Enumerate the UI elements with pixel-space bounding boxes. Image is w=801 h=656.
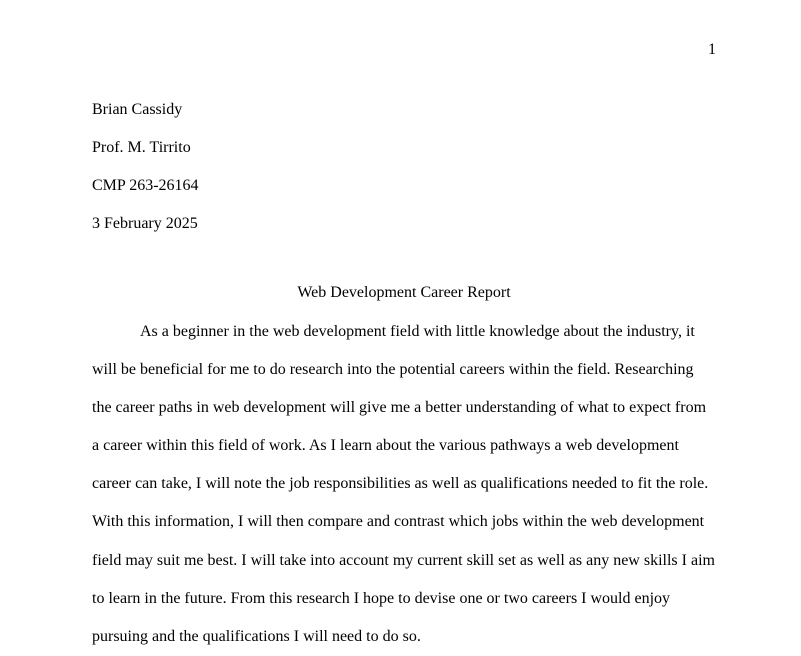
document-date: 3 February 2025	[92, 215, 198, 232]
mla-header	[92, 91, 712, 243]
course-code: CMP 263-26164	[92, 177, 199, 194]
paragraph-line: pursuing and the qualifications I will need to do so.	[92, 627, 421, 645]
paragraph-line: field may suit me best. I will take into account my current skill set as well as any new skills I aim	[92, 551, 715, 569]
paragraph-line: the career paths in web development will give me a better understanding of what to expect from	[92, 399, 707, 417]
paragraph-line: will be beneficial for me to do research into the potential careers within the field. Researching	[92, 361, 694, 379]
paragraph-line: to learn in the future. From this research I hope to devise one or two careers I would enjoy	[92, 589, 671, 607]
page-number: 1	[708, 41, 716, 58]
author-name: Brian Cassidy	[92, 101, 183, 118]
instructor-name: Prof. M. Tirrito	[92, 139, 191, 156]
paragraph-line: career can take, I will note the job responsibilities as well as qualifications needed to fit the role.	[92, 475, 709, 493]
paragraph-line: With this information, I will then compare and contrast which jobs within the web development	[92, 513, 705, 531]
paragraph-line: As a beginner in the web development field with little knowledge about the industry, it	[140, 323, 695, 340]
body-paragraph	[92, 313, 722, 656]
paragraph-line: a career within this field of work. As I learn about the various pathways a web development	[92, 437, 679, 455]
document-title: Web Development Career Report	[297, 284, 511, 301]
